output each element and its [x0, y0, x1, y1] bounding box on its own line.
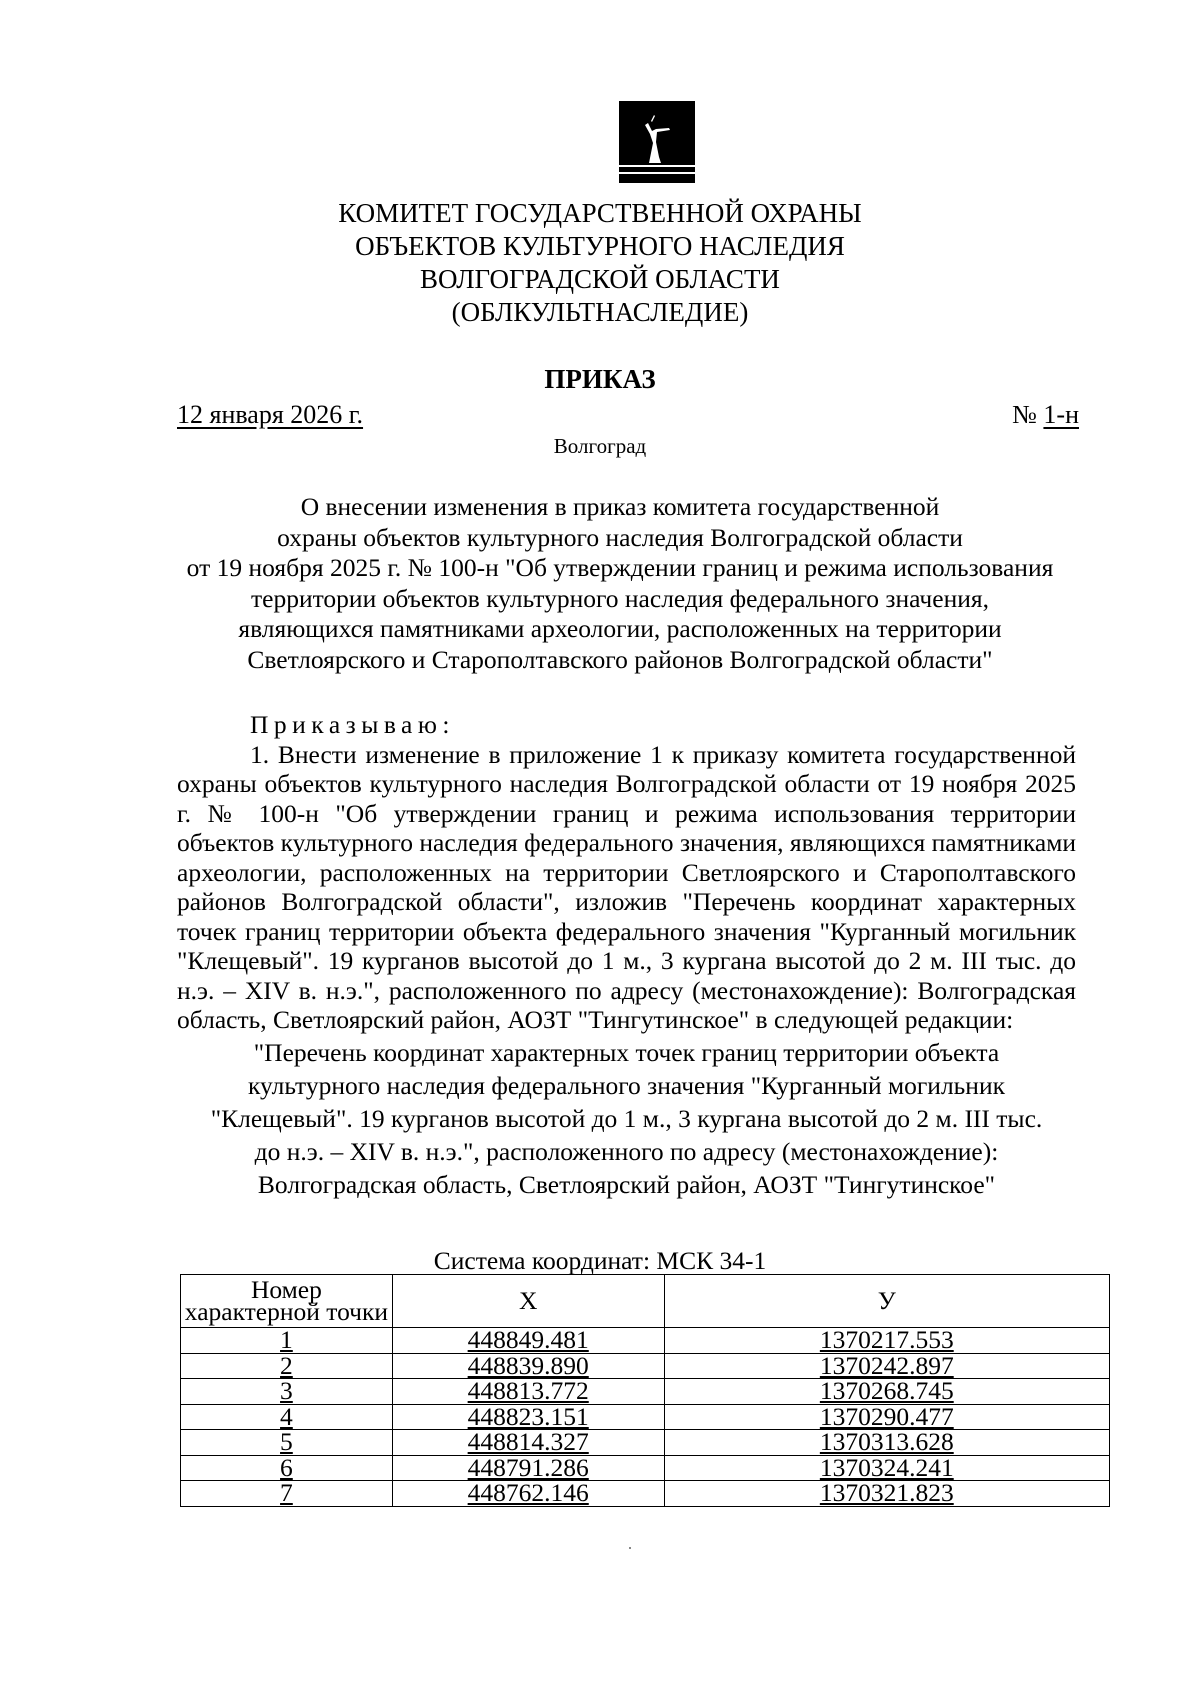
- table-header-row: [181, 1275, 1110, 1328]
- coordinate-system-caption: Система координат: МСК 34-1: [433, 1246, 767, 1275]
- cell-y: [664, 1478, 1109, 1508]
- number-sign: №: [1012, 400, 1037, 429]
- table-row: [181, 1353, 1110, 1379]
- cell-text: 2: [280, 1350, 293, 1380]
- cell-text: 3: [280, 1376, 293, 1406]
- cell-text: 1370242.897: [819, 1350, 954, 1380]
- cell-text: 1370324.241: [819, 1452, 954, 1482]
- cell-text: 448823.151: [467, 1401, 589, 1431]
- cell-text: 1370268.745: [819, 1376, 954, 1406]
- order-date: 12 января 2026 г.: [177, 400, 364, 429]
- cell-text: 4: [280, 1401, 293, 1431]
- quote-line: Волгоградская область, Светлоярский район, АОЗТ "Тингутинское": [257, 1169, 996, 1199]
- table-row: [181, 1430, 1110, 1456]
- subject-line: Светлоярского и Старополтавского районов Волгоградской области": [247, 644, 993, 674]
- header-point-number: Номер характерной точки: [181, 1275, 393, 1328]
- coordinates-table: [180, 1274, 1110, 1507]
- cell-x: [392, 1350, 664, 1380]
- org-line: КОМИТЕТ ГОСУДАРСТВЕННОЙ ОХРАНЫ: [338, 198, 862, 228]
- cell-text: 1370290.477: [819, 1401, 954, 1431]
- table-row: [181, 1404, 1110, 1430]
- subject-line: от 19 ноября 2025 г. № 100-н "Об утверждении границ и режима использования: [186, 553, 1054, 582]
- header-x: X: [392, 1275, 664, 1328]
- cell-y: [664, 1350, 1109, 1380]
- cell-text: 1: [280, 1325, 293, 1355]
- cell-text: 1370217.553: [819, 1325, 954, 1355]
- city: Волгоград: [553, 434, 647, 458]
- org-line: ОБЪЕКТОВ КУЛЬТУРНОГО НАСЛЕДИЯ: [355, 231, 845, 261]
- subject-line: территории объектов культурного наследия федерального значения,: [251, 583, 989, 613]
- quoted-title: [177, 1036, 1076, 1201]
- cell-x: [392, 1452, 664, 1482]
- cell-text: 1370321.823: [819, 1478, 954, 1508]
- scan-speck: [629, 1547, 631, 1549]
- cell-x: [392, 1427, 664, 1457]
- subject-line: охраны объектов культурного наследия Волгоградской области: [277, 522, 963, 552]
- quote-line: до н.э. – XIV в. н.э.", расположенного по адресу (местонахождение):: [254, 1136, 999, 1166]
- document-type-title: ПРИКАЗ: [544, 364, 656, 394]
- cell-y: [664, 1452, 1109, 1482]
- cell-text: 5: [280, 1427, 293, 1457]
- cell-x: [392, 1376, 664, 1406]
- order-subject: [170, 492, 1070, 675]
- paragraph-1: 1. Внести изменение в приложение 1 к приказу комитета государственной охраны объектов культурного наследия Волгоградской области от 19 ноября 2025 г. № 100-н "Об утверждении границ и режима использования территории объектов культурного наследия федерального значения, являющихся памятниками археологии, расположенных на территории Светлоярского и Старополтавского районов Волгоградской области", изложив "Перечень координат характерных точек границ территории объекта федерального значения "Курганный могильник "Клещевый". 19 курганов высотой до 1 м., 3 кургана высотой до 2 м. III тыс. до н.э. – XIV в. н.э.", расположенного по адресу (местонахождение): Волгоградская область, Светлоярский район, АОЗТ "Тингутинское" в следующей редакции:: [177, 739, 1076, 1034]
- cell-x: [392, 1478, 664, 1508]
- cell-point-number: [181, 1350, 393, 1380]
- order-body: [177, 710, 1076, 1201]
- cell-text: 448791.286: [467, 1452, 589, 1482]
- cell-y: [664, 1376, 1109, 1406]
- cell-y: [664, 1401, 1109, 1431]
- subject-line: являющихся памятниками археологии, расположенных на территории: [238, 614, 1002, 643]
- cell-text: 448813.772: [467, 1376, 589, 1406]
- cell-text: 448839.890: [467, 1350, 589, 1380]
- cell-text: 1370313.628: [819, 1427, 954, 1457]
- cell-point-number: [181, 1427, 393, 1457]
- volgograd-motherland-emblem-icon: [619, 101, 695, 183]
- cell-text: 6: [280, 1452, 293, 1482]
- cell-y: [664, 1427, 1109, 1457]
- cell-text: 448762.146: [467, 1478, 589, 1508]
- quote-line: "Перечень координат характерных точек границ территории объекта: [253, 1037, 1000, 1067]
- quote-line: "Клещевый". 19 курганов высотой до 1 м., 3 кургана высотой до 2 м. III тыс.: [210, 1103, 1043, 1133]
- cell-point-number: [181, 1401, 393, 1431]
- number-value: 1-н: [1043, 400, 1079, 429]
- order-word: Приказываю:: [250, 710, 455, 739]
- cell-y: [664, 1325, 1109, 1355]
- cell-x: [392, 1325, 664, 1355]
- table-row: [181, 1481, 1110, 1507]
- table-row: [181, 1328, 1110, 1354]
- cell-point-number: [181, 1325, 393, 1355]
- organization-name: [300, 197, 900, 329]
- cell-point-number: [181, 1452, 393, 1482]
- subject-line: О внесении изменения в приказ комитета государственной: [300, 492, 940, 521]
- org-line: ВОЛГОГРАДСКОЙ ОБЛАСТИ: [420, 264, 780, 294]
- quote-line: культурного наследия федерального значения "Курганный могильник: [247, 1070, 1005, 1100]
- cell-text: 448849.481: [467, 1325, 589, 1355]
- cell-point-number: [181, 1376, 393, 1406]
- org-line: (ОБЛКУЛЬТНАСЛЕДИЕ): [451, 297, 749, 327]
- cell-text: 448814.327: [467, 1427, 589, 1457]
- table-row: [181, 1455, 1110, 1481]
- order-number: [1012, 400, 1079, 430]
- cell-point-number: [181, 1478, 393, 1508]
- cell-text: 7: [280, 1478, 293, 1508]
- header-y: У: [664, 1275, 1109, 1328]
- cell-x: [392, 1401, 664, 1431]
- table-row: [181, 1379, 1110, 1405]
